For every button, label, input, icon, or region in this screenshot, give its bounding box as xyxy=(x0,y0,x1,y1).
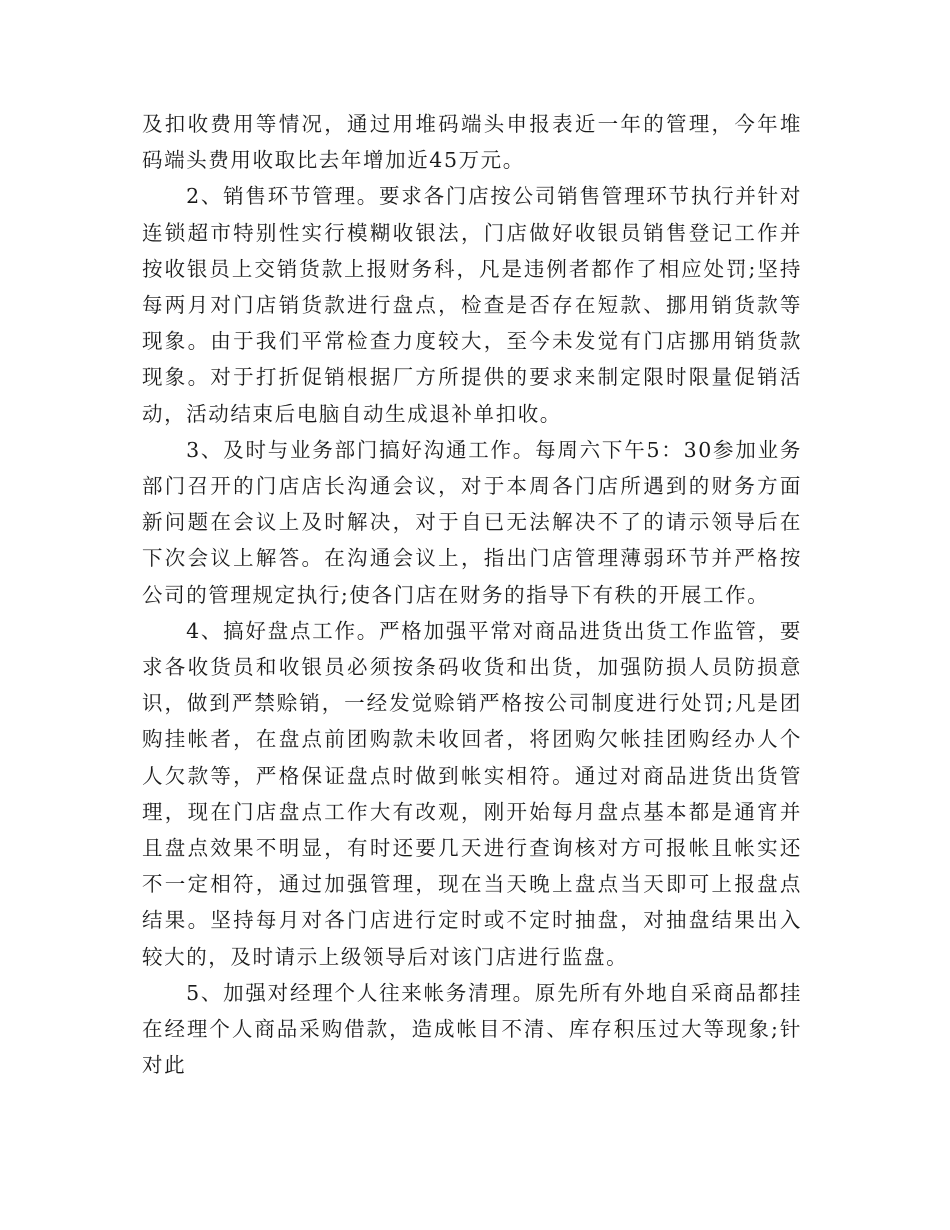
paragraph-4: 4、搞好盘点工作。严格加强平常对商品进货出货工作监管，要求各收货员和收银员必须按条码收货和出货，加强防损人员防损意识，做到严禁赊销，一经发觉赊销严格按公司制度进行处罚;凡是团购挂帐者，在盘点前团购款未收回者，将团购欠帐挂团购经办人个人欠款等，严格保证盘点时做到帐实相符。通过对商品进货出货管理，现在门店盘点工作大有改观，刚开始每月盘点基本都是通宵并且盘点效果不明显，有时还要几天进行查询核对方可报帐且帐实还不一定相符，通过加强管理，现在当天晚上盘点当天即可上报盘点结果。坚持每月对各门店进行定时或不定时抽盘，对抽盘结果出入较大的，及时请示上级领导后对该门店进行监盘。 xyxy=(142,618,802,969)
paragraph-3: 3、及时与业务部门搞好沟通工作。每周六下午5：30参加业务部门召开的门店店长沟通会议，对于本周各门店所遇到的财务方面新问题在会议上及时解决，对于自已无法解决不了的请示领导后在下次会议上解答。在沟通会议上，指出门店管理薄弱环节并严格按公司的管理规定执行;使各门店在财务的指导下有秩的开展工作。 xyxy=(142,437,802,607)
paragraph-1: 及扣收费用等情况，通过用堆码端头申报表近一年的管理，今年堆码端头费用收取比去年增加近45万元。 xyxy=(142,112,802,173)
paragraph-5: 5、加强对经理个人往来帐务清理。原先所有外地自采商品都挂在经理个人商品采购借款，造成帐目不清、库存积压过大等现象;针对此 xyxy=(142,980,802,1078)
document-body xyxy=(142,106,802,1083)
paragraph-2: 2、销售环节管理。要求各门店按公司销售管理环节执行并针对连锁超市特别性实行模糊收银法，门店做好收银员销售登记工作并按收银员上交销货款上报财务科，凡是违例者都作了相应处罚;坚持每两月对门店销货款进行盘点，检查是否存在短款、挪用销货款等现象。由于我们平常检查力度较大，至今未发觉有门店挪用销货款现象。对于打折促销根据厂方所提供的要求来制定限时限量促销活动，活动结束后电脑自动生成退补单扣收。 xyxy=(142,184,802,426)
